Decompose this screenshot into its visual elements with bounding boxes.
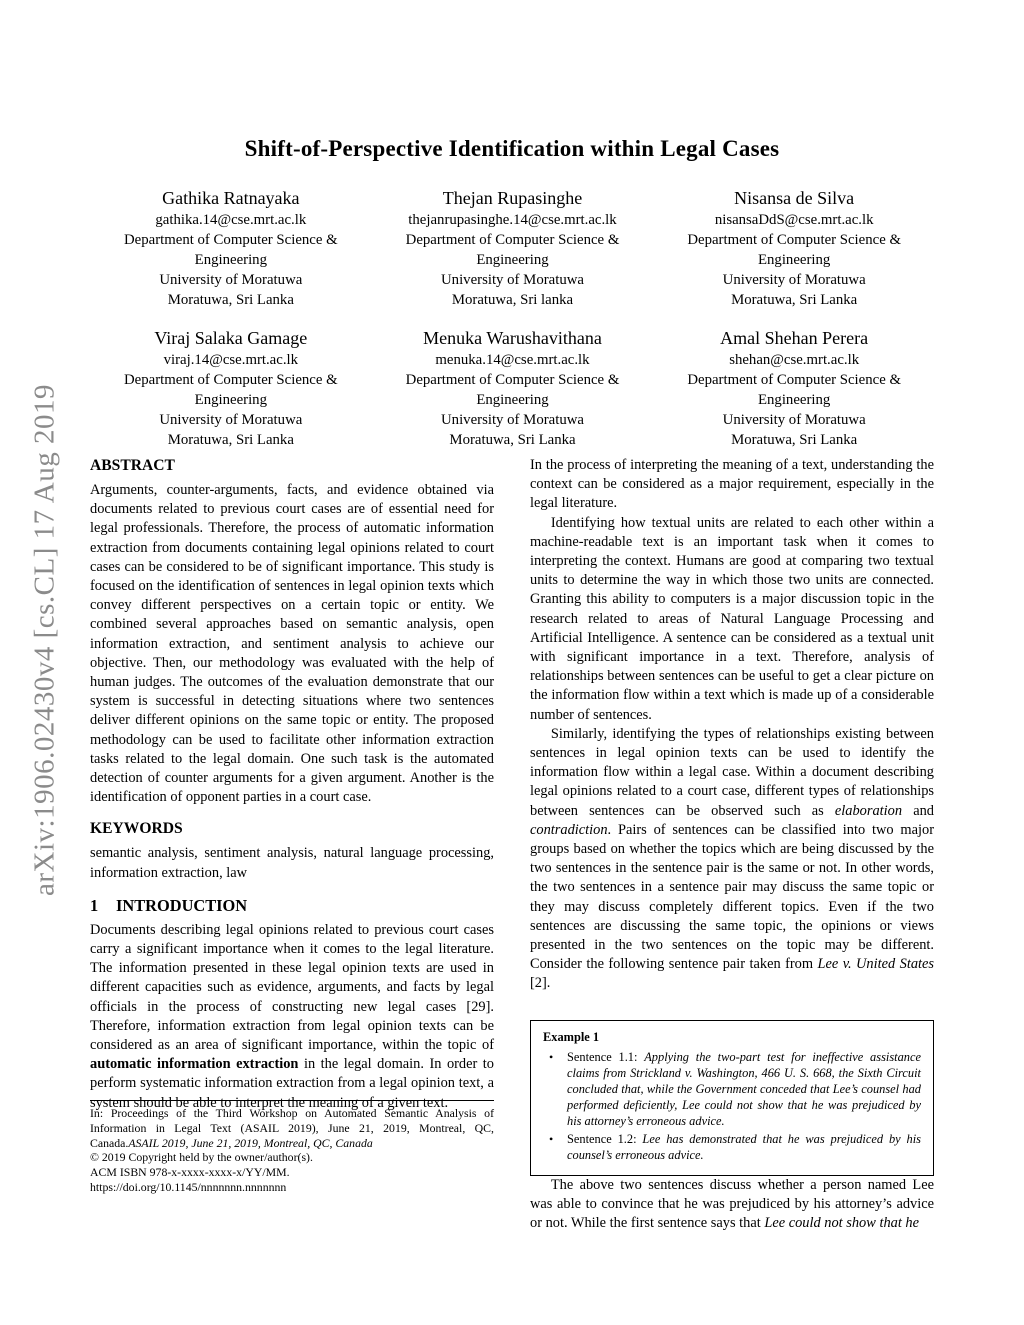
author-card	[90, 326, 372, 450]
author-affiliation-line: Department of Computer Science &	[405, 372, 620, 388]
author-email: menuka.14@cse.mrt.ac.lk	[435, 352, 590, 368]
example-list	[543, 1049, 921, 1163]
author-affiliation-line: Department of Computer Science &	[123, 232, 338, 248]
closing-paragraph: The above two sentences discuss whether a person named Lee was able to convince that he was prejudiced by his attorney’s advice or not. While the first sentence says that Lee could not show that he	[530, 1176, 934, 1232]
bullet-icon: •	[549, 1049, 554, 1064]
author-email: nisansaDdS@cse.mrt.ac.lk	[714, 212, 874, 228]
author-affiliation-line: Engineering	[476, 392, 549, 408]
author-affiliation-line: University of Moratuwa	[722, 412, 866, 428]
author-card	[653, 326, 935, 450]
author-affiliation-line: Moratuwa, Sri Lanka	[731, 292, 858, 308]
author-email: thejanrupasinghe.14@cse.mrt.ac.lk	[408, 212, 617, 228]
example-item	[543, 1131, 921, 1163]
bullet-icon: •	[549, 1131, 554, 1146]
example-sentence-label: Sentence 1.2:	[567, 1131, 643, 1146]
author-name: Menuka Warushavithana	[423, 328, 602, 348]
keywords-text: semantic analysis, sentiment analysis, natural language processing, information extraction, law	[90, 845, 494, 881]
example-item	[543, 1049, 921, 1129]
abstract-text: Arguments, counter-arguments, facts, and evidence obtained via documents related to previous court cases are of essential need for legal professionals. Therefore, the process of automatic information extraction from documents containing legal opinions related to court cases can be considered to be of significant importance. This study is focused on the identification of sentences in legal opinion texts which convey different perspectives on a certain topic or entity. We combined several approaches based on semantic analysis, open information extraction, and sentiment analysis to achieve our objective. Then, our methodology was evaluated with the help of human judges. The outcomes of the evaluation demonstrate that our system is successful in detecting situations where two sentences deliver different opinions on the same topic or entity. The proposed methodology can be used to facilitate other information extraction tasks related to the legal domain. One such task is the automated detection of counter arguments for a given argument. Another is the identification of opponent parties in a court case.	[90, 482, 494, 806]
author-card	[653, 186, 935, 310]
author-card	[90, 186, 372, 310]
introduction-paragraph: Documents describing legal opinions related to previous court cases carry a significant importance when it comes to the legal literature. The information presented in these legal opinion texts are used in different capacities such as evidence, arguments, and facts by legal officials in the process of constructing new legal cases [29]. Therefore, information extraction from legal opinion texts can be considered as an area of significant importance, within the topic of automatic information extraction in the legal domain. In order to perform systematic information extraction from a legal opinion text, a system should be able to interpret the meaning of a given text.	[90, 921, 494, 1111]
author-card	[372, 326, 654, 450]
author-affiliation-line: Engineering	[194, 392, 267, 408]
author-affiliation-line: Department of Computer Science &	[687, 372, 901, 388]
body-paragraph: Similarly, identifying the types of relationships existing between sentences in legal opinion texts can be used to identify the information flow within a legal case. Within a document describing legal opinions related to a court case, different types of relationships between sentences can be observed such as elaboration and contradiction. Pairs of sentences can be classified into two major groups based on whether the topics which are being discussed by the two sentences in the sentence pair is the same or not. In other words, the two sentences in a sentence pair may discuss the same topic or they may discuss completely different topics. Even if the two sentences are discussing the same topic, the opinions or views presented in the two sentences on the topic may be different. Consider the following sentence pair taken from Lee v. United States [2].	[530, 725, 934, 992]
example-sentence-text: Applying the two-part test for ineffective assistance claims from Strickland v. Washington, 466 U. S. 668, the Sixth Circuit concluded that, while the Government conceded that Lee’s counsel had performed deficiently, Lee could not show that he was prejudiced by his attorney’s erroneous advice.	[567, 1049, 921, 1128]
footnote-copyright: © 2019 Copyright held by the owner/author(s).	[90, 1150, 313, 1165]
body-paragraph: Identifying how textual units are related to each other within a machine-readable text is an important task when it comes to interpreting the context. Humans are good at comparing two textual units to determine the way in which those two units are connected. Granting this ability to computers is a major discussion topic in the research related to areas of Natural Language Processing and Artificial Intelligence. A sentence can be considered as a textual unit with significant importance in a text. Therefore, analysis of relationships between sentences can be useful to get a clear picture on the information flow within a text which is made up of a considerable number of sentences.	[530, 514, 934, 723]
author-name: Viraj Salaka Gamage	[154, 328, 308, 348]
author-email: viraj.14@cse.mrt.ac.lk	[163, 352, 299, 368]
column-right	[530, 456, 934, 1233]
author-affiliation-line: Engineering	[476, 252, 549, 268]
paper-title: Shift-of-Perspective Identification within Legal Cases	[244, 136, 780, 161]
footnote-doi-link[interactable]: https://doi.org/10.1145/nnnnnnn.nnnnnnn	[90, 1179, 287, 1194]
author-affiliation-line: Department of Computer Science &	[405, 232, 620, 248]
author-affiliation-line: Moratuwa, Sri Lanka	[449, 432, 576, 448]
author-affiliation-line: Department of Computer Science &	[687, 232, 901, 248]
author-affiliation-line: University of Moratuwa	[159, 412, 303, 428]
author-affiliation-line: Moratuwa, Sri Lanka	[167, 432, 294, 448]
footnote-publication: In: Proceedings of the Third Workshop on Automated Semantic Analysis of Information in Legal Text (ASAIL 2019), June 21, 2019, Montreal, QC, Canada.ASAIL 2019, June 21, 2019, Montreal, QC, Canada	[90, 1106, 494, 1150]
author-affiliation-line: University of Moratuwa	[159, 272, 303, 288]
author-affiliation-line: University of Moratuwa	[722, 272, 866, 288]
author-name: Amal Shehan Perera	[720, 328, 869, 348]
body-paragraph: In the process of interpreting the meaning of a text, understanding the context can be considered as a major requirement, especially in the legal literature.	[530, 457, 934, 512]
author-affiliation-line: Moratuwa, Sri lanka	[451, 292, 574, 308]
author-name: Gathika Ratnayaka	[162, 188, 300, 208]
author-affiliation-line: University of Moratuwa	[440, 412, 584, 428]
arxiv-stamp: arXiv:1906.02430v4 [cs.CL] 17 Aug 2019	[28, 384, 61, 896]
example-sentence-label: Sentence 1.1:	[567, 1049, 645, 1064]
author-name: Thejan Rupasinghe	[442, 188, 583, 208]
author-affiliation-line: Engineering	[194, 252, 267, 268]
author-affiliation-line: University of Moratuwa	[440, 272, 584, 288]
abstract-heading: ABSTRACT	[90, 457, 175, 474]
example-sentence-text: Lee has demonstrated that he was prejudiced by his counsel’s erroneous advice.	[567, 1131, 921, 1162]
authors-grid	[90, 186, 935, 450]
example-heading: Example 1	[543, 1029, 600, 1044]
footnote	[90, 1100, 494, 1195]
author-affiliation-line: Engineering	[757, 252, 831, 268]
author-name: Nisansa de Silva	[734, 188, 855, 208]
introduction-heading	[90, 896, 494, 916]
section-number: 1	[90, 895, 99, 915]
author-affiliation-line: Moratuwa, Sri Lanka	[731, 432, 858, 448]
keywords-heading: KEYWORDS	[90, 820, 183, 838]
author-affiliation-line: Department of Computer Science &	[123, 372, 338, 388]
author-card	[372, 186, 654, 310]
example-box	[530, 1020, 934, 1176]
author-affiliation-line: Moratuwa, Sri Lanka	[167, 292, 294, 308]
author-email: shehan@cse.mrt.ac.lk	[729, 352, 860, 368]
author-email: gathika.14@cse.mrt.ac.lk	[155, 212, 307, 228]
section-title: INTRODUCTION	[116, 895, 248, 915]
author-affiliation-line: Engineering	[757, 392, 831, 408]
footnote-isbn: ACM ISBN 978-x-xxxx-xxxx-x/YY/MM.	[90, 1165, 290, 1180]
